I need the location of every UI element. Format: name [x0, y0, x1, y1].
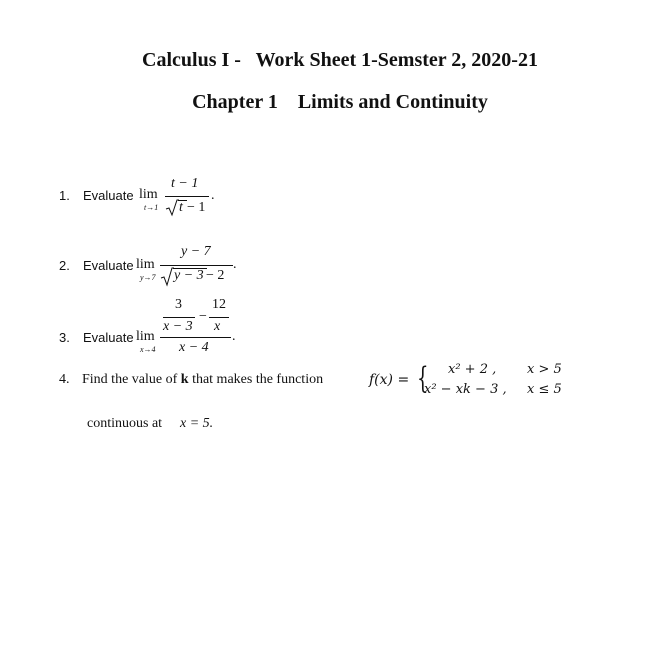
lim-approach: y→7: [140, 273, 156, 282]
problem-verb: Evaluate: [83, 188, 134, 203]
function-label: f(x) =: [369, 372, 410, 388]
denominator-tail: − 2: [206, 268, 225, 283]
problem-verb: Evaluate: [83, 330, 134, 345]
piecewise-brace: {: [417, 361, 429, 396]
period: .: [232, 329, 236, 344]
problem-statement: [82, 372, 323, 388]
fraction-bar: [160, 265, 233, 266]
fraction-numerator: y − 7: [181, 244, 211, 259]
problem-number: 1.: [59, 188, 70, 203]
inner-left-bar: [163, 317, 195, 318]
lim-approach: t→1: [144, 203, 159, 212]
problem-verb: Evaluate: [83, 258, 134, 273]
chapter-title: Chapter 1 Limits and Continuity: [192, 91, 488, 113]
problem-number: 2.: [59, 258, 70, 273]
case-2-condition: x ≤ 5: [527, 382, 562, 397]
sqrt-radicand: t: [179, 200, 183, 215]
statement-text-before: Find the value of: [82, 372, 181, 387]
inner-left-numerator: 3: [175, 297, 182, 312]
inner-minus: −: [199, 309, 207, 324]
period: .: [233, 257, 237, 272]
main-denominator: x − 4: [179, 340, 209, 355]
fraction-bar: [165, 196, 209, 197]
lim-operator: lim: [136, 329, 155, 344]
period: .: [211, 188, 215, 203]
inner-right-bar: [209, 317, 229, 318]
case-1-condition: x > 5: [527, 362, 562, 377]
continuity-point: x = 5.: [180, 416, 214, 431]
main-fraction-bar: [160, 337, 231, 338]
statement-text-after: that makes the function: [188, 372, 324, 387]
continuation-text: continuous at: [87, 416, 163, 431]
sqrt-radicand: y − 3: [174, 268, 204, 283]
lim-operator: lim: [136, 257, 155, 272]
sqrt-sign: [160, 267, 174, 287]
sqrt-sign: [165, 199, 179, 217]
variable-k: k: [180, 372, 189, 387]
case-2-expression: x² − xk − 3 ,: [424, 382, 507, 397]
denominator-tail: − 1: [187, 200, 206, 215]
inner-right-denominator: x: [214, 319, 221, 334]
case-1-expression: x² + 2 ,: [448, 362, 497, 377]
problem-number: 4.: [59, 372, 70, 387]
lim-operator: lim: [139, 187, 158, 202]
inner-left-denominator: x − 3: [163, 319, 193, 334]
worksheet-title: Calculus I - Work Sheet 1-Semster 2, 2020-21: [142, 49, 538, 71]
lim-approach: x→4: [140, 345, 156, 354]
problem-number: 3.: [59, 330, 70, 345]
inner-right-numerator: 12: [212, 297, 226, 312]
fraction-numerator: t − 1: [171, 176, 199, 191]
